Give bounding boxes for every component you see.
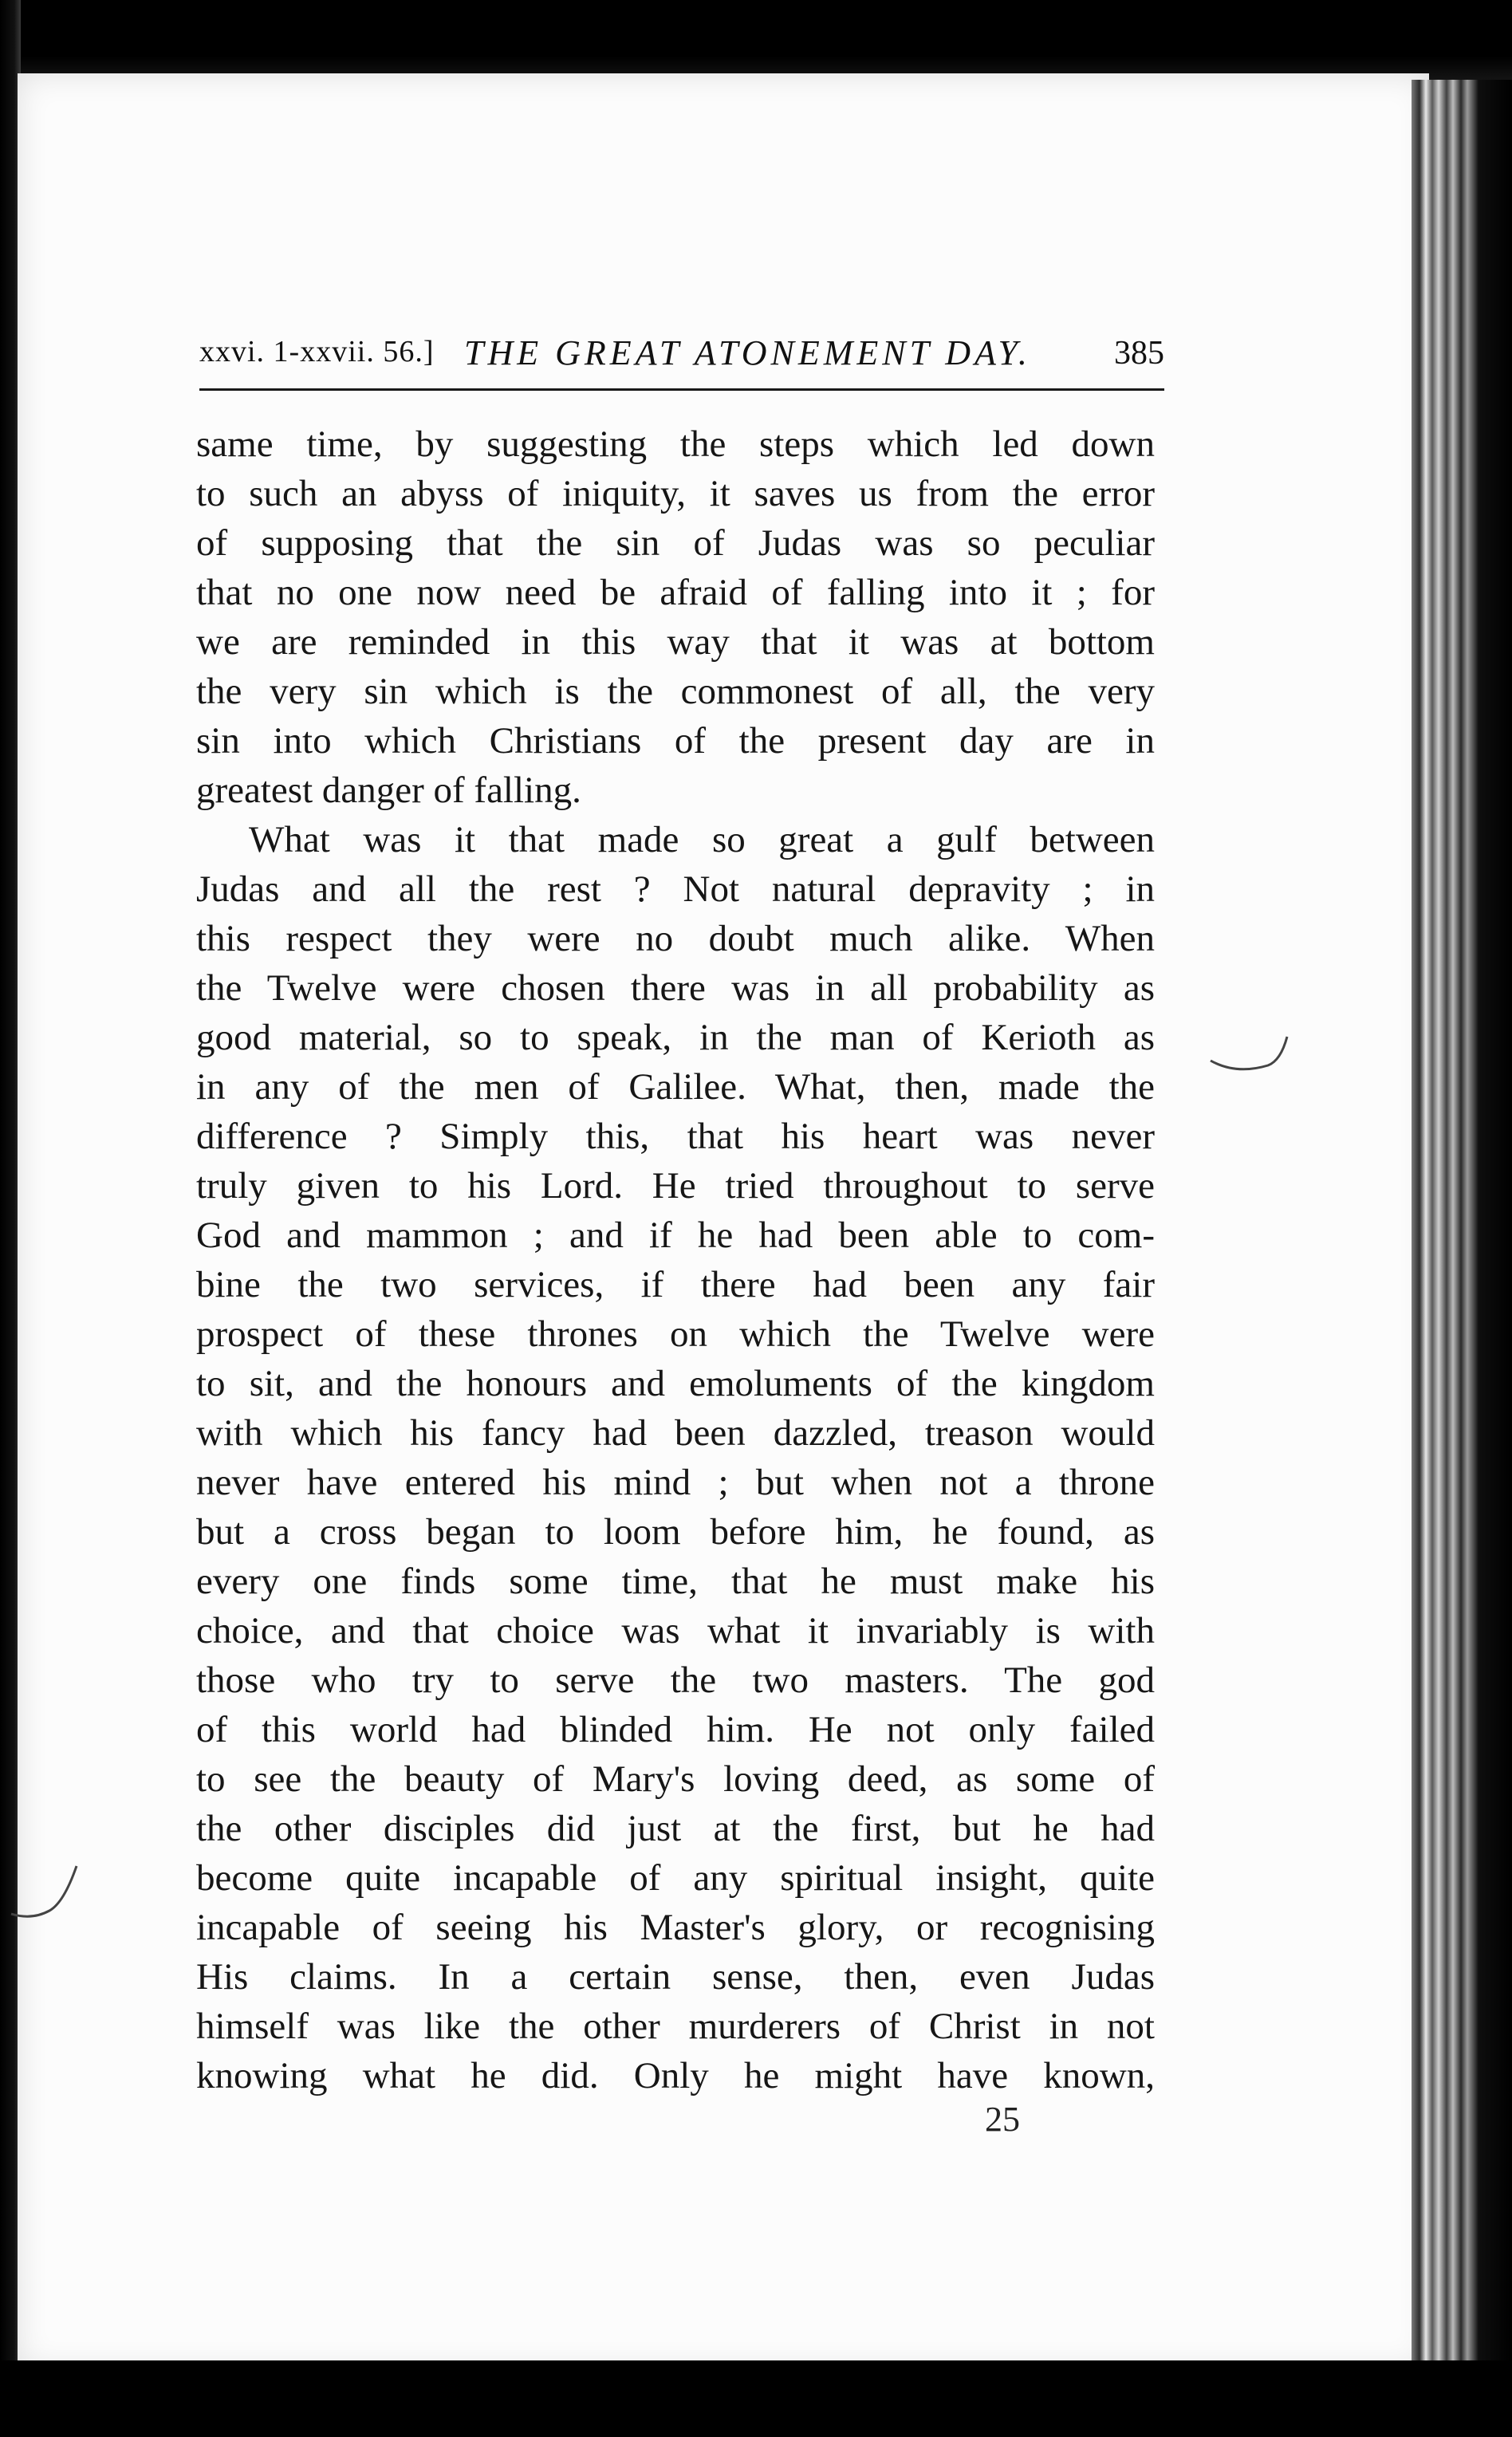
chapter-reference: xxvi. 1-xxvii. 56.] — [199, 335, 435, 368]
text-line: bine the two services, if there had been any fair — [196, 1264, 1155, 1305]
page-number: 385 — [1114, 335, 1164, 372]
text-line: good material, so to speak, in the man of Kerioth as — [196, 1017, 1155, 1058]
text-line: the other disciples did just at the first, but he had — [196, 1808, 1155, 1849]
text-line: to such an abyss of iniquity, it saves us from the error — [196, 473, 1155, 514]
text-line: to sit, and the honours and emoluments of the kingdom — [196, 1363, 1155, 1404]
text-line: greatest danger of falling. — [196, 770, 581, 811]
text-line: same time, by suggesting the steps which led down — [196, 423, 1155, 465]
text-line: of this world had blinded him. He not only failed — [196, 1709, 1155, 1750]
text-line: What was it that made so great a gulf between — [249, 819, 1155, 860]
text-line: become quite incapable of any spiritual insight, quite — [196, 1857, 1155, 1899]
text-line: in any of the men of Galilee. What, then, made the — [196, 1066, 1155, 1108]
text-line: His claims. In a certain sense, then, even Judas — [196, 1956, 1155, 1998]
text-line: difference ? Simply this, that his heart was never — [196, 1116, 1155, 1157]
text-line: prospect of these thrones on which the Twelve were — [196, 1313, 1155, 1355]
header-rule — [199, 388, 1164, 391]
text-line: never have entered his mind ; but when not a throne — [196, 1462, 1155, 1503]
margin-pencil-mark — [8, 1858, 88, 1930]
text-line: the Twelve were chosen there was in all probability as — [196, 967, 1155, 1009]
text-line: truly given to his Lord. He tried throughout to serve — [196, 1165, 1155, 1207]
scan-border-bottom — [0, 2360, 1512, 2437]
text-line: sin into which Christians of the present day are in — [196, 720, 1155, 762]
text-line: to see the beauty of Mary's loving deed, as some of — [196, 1758, 1155, 1800]
signature-mark: 25 — [985, 2100, 1020, 2139]
text-line: choice, and that choice was what it invariably is with — [196, 1610, 1155, 1652]
text-line: incapable of seeing his Master's glory, or recognising — [196, 1907, 1155, 1948]
text-line: this respect they were no doubt much alike. When — [196, 918, 1155, 959]
running-title: THE GREAT ATONEMENT DAY. — [464, 333, 1031, 372]
text-line: knowing what he did. Only he might have known, — [196, 2055, 1155, 2096]
text-line: that no one now need be afraid of falling into it ; for — [196, 572, 1155, 613]
text-line: himself was like the other murderers of Christ in not — [196, 2006, 1155, 2047]
text-line: God and mammon ; and if he had been able to com- — [196, 1215, 1155, 1256]
margin-pencil-mark — [1204, 1029, 1292, 1077]
text-line: those who try to serve the two masters. The god — [196, 1659, 1155, 1701]
text-line: the very sin which is the commonest of all, the very — [196, 671, 1155, 712]
text-line: Judas and all the rest ? Not natural depravity ; in — [196, 868, 1155, 910]
text-line: every one finds some time, that he must make his — [196, 1561, 1155, 1602]
text-line: we are reminded in this way that it was at bottom — [196, 621, 1155, 663]
running-header — [199, 323, 1164, 379]
text-line: but a cross began to loom before him, he found, as — [196, 1511, 1155, 1553]
text-line: of supposing that the sin of Judas was so peculiar — [196, 522, 1155, 564]
book-edge — [1412, 80, 1512, 2360]
text-line: with which his fancy had been dazzled, treason would — [196, 1412, 1155, 1454]
